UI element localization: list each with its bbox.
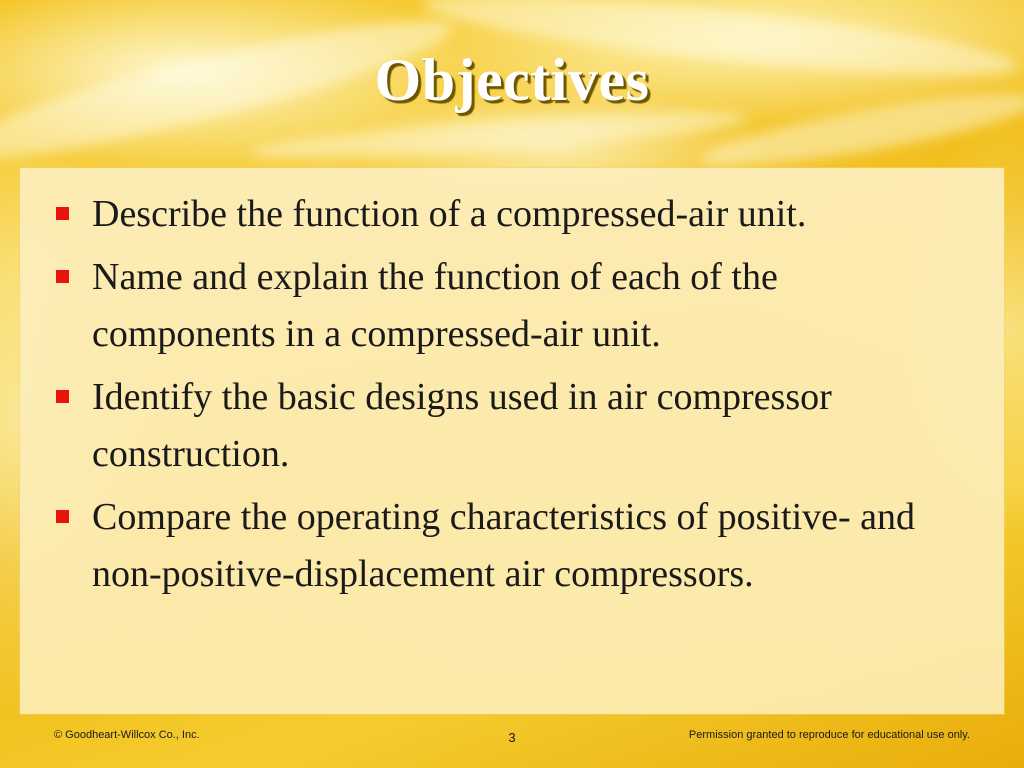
list-item-text: Name and explain the function of each of the components in a compressed-air unit. (92, 256, 778, 355)
square-bullet-icon (56, 207, 69, 220)
square-bullet-icon (56, 510, 69, 523)
list-item (50, 186, 970, 243)
page-number: 3 (508, 730, 516, 745)
list-item-text: Describe the function of a compressed-air unit. (92, 193, 807, 235)
slide-title: Objectives (374, 47, 650, 113)
list-item-text: Compare the operating characteristics of positive- and non-positive-displacement air compressors. (92, 496, 916, 595)
list-item (50, 249, 970, 363)
list-item-text: Identify the basic designs used in air compressor construction. (92, 376, 832, 475)
list-item (50, 489, 970, 603)
list-item (50, 369, 970, 483)
footer-permission: Permission granted to reproduce for educational use only. (688, 729, 970, 741)
footer-copyright: © Goodheart-Willcox Co., Inc. (54, 729, 200, 741)
objectives-list (50, 186, 970, 609)
square-bullet-icon (56, 270, 69, 283)
square-bullet-icon (56, 390, 69, 403)
